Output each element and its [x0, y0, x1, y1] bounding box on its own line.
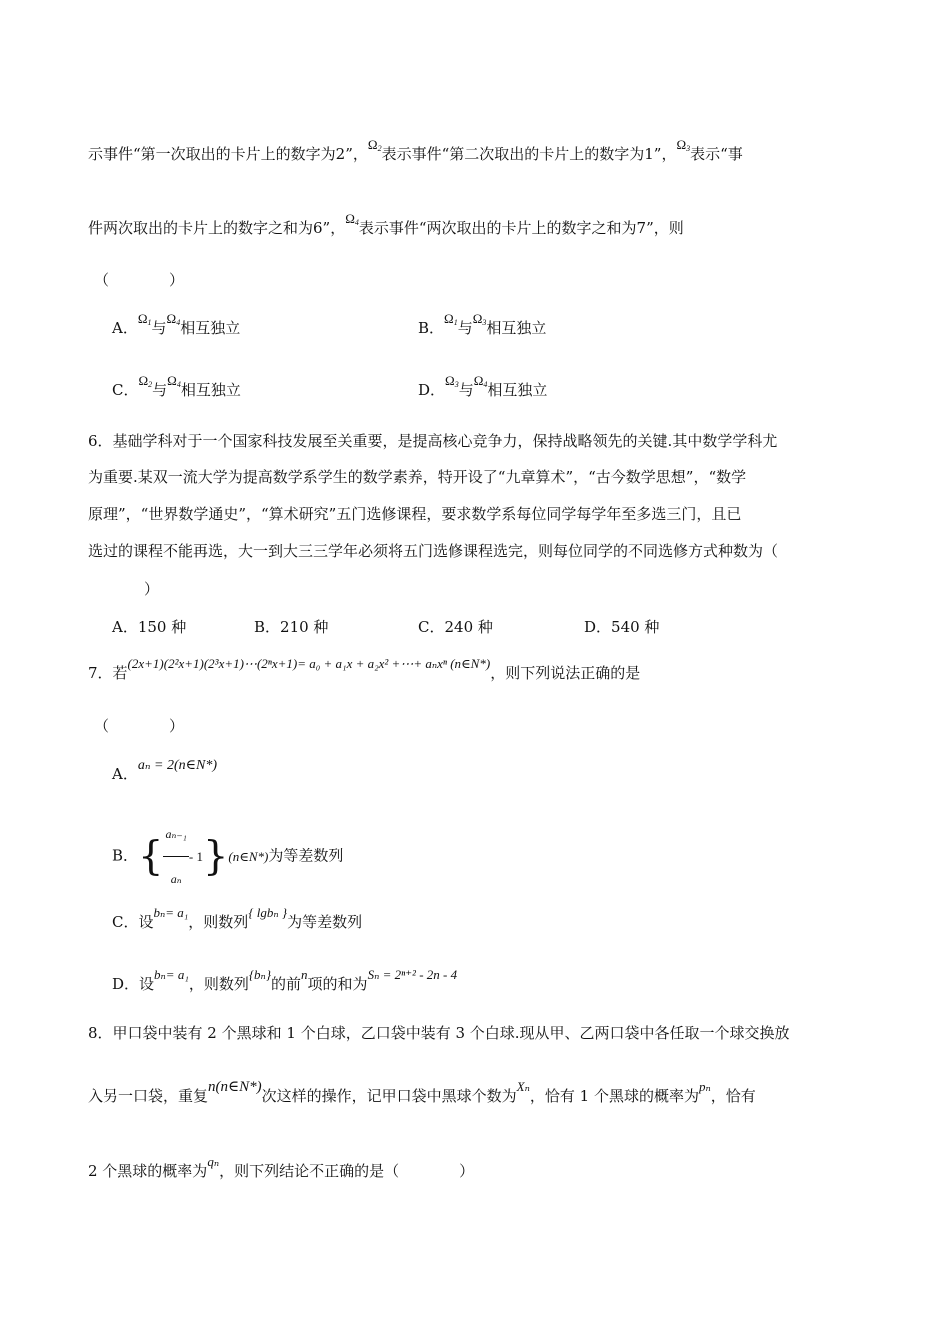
q5-option-d[interactable] [418, 373, 548, 405]
q5-line2 [88, 211, 684, 243]
conj: 与 [152, 381, 168, 399]
q7-option-a[interactable] [112, 758, 217, 786]
q6-option-d[interactable]: D．540 种 [584, 618, 660, 636]
q6-option-a[interactable]: A．150 种 [112, 618, 187, 636]
q5-answer-paren: （ ） [94, 271, 185, 289]
conj: 与 [457, 319, 473, 337]
q5-option-b[interactable] [418, 311, 547, 343]
q7-optD-def: bₙ= a₁ [154, 967, 189, 982]
q6-line1: 6．基础学科对于一个国家科技发展至关重要，是提高核心竞争力，保持战略领先的关键.其中数学学科尤 [88, 432, 778, 450]
option-label: D． [418, 381, 446, 399]
option-label: D．设 [112, 975, 155, 993]
qn-symbol: qₙ [207, 1154, 220, 1169]
omega2-symbol: $\Omega_2$ [367, 137, 382, 153]
option-text: 相互独立 [487, 381, 548, 399]
minus-one: - 1 [188, 848, 203, 864]
q8-text: ，则下列结论不正确的是（ ） [219, 1162, 475, 1180]
omega4-symbol: $\Omega_4$ [473, 373, 488, 389]
q7-formula: (2x+1)(2²x+1)(2³x+1)⋯(2ⁿx+1)= a₀ + a₁x + a₂x² +⋯+ aₙxⁿ (n∈N*) [127, 656, 491, 671]
q6-line2: 为重要.某双一流大学为提高数学系学生的数学素养，特开设了“九章算术”，“古今数学思想”，“数学 [88, 468, 747, 486]
conj: 与 [458, 381, 474, 399]
fraction [163, 812, 188, 901]
q6-line4: 选过的课程不能再选，大一到大三三学年必须将五门选修课程选完，则每位同学的不同选修方式种数为（ [88, 542, 779, 560]
option-text: 相互独立 [180, 319, 241, 337]
omega1-symbol: $\Omega_1$ [137, 311, 152, 327]
omega4-symbol: $\Omega_4$ [167, 373, 181, 389]
q6-line3: 原理”，“世界数学通史”，“算术研究”五门选修课程，要求数学系每位同学每学年至多选三门，且已 [88, 505, 742, 523]
option-text: 相互独立 [486, 319, 547, 337]
q8-n-formula: n(n∈N*) [208, 1079, 262, 1095]
q5-text: 表示“事 [690, 145, 743, 163]
option-text: ，则数列 [188, 975, 249, 993]
q7-optA-formula: aₙ = 2(n∈N*) [137, 758, 217, 773]
option-text: 为等差数列 [268, 846, 344, 865]
n-variable: n [301, 967, 308, 982]
option-label: A． [112, 319, 138, 337]
omega3-symbol: $\Omega_3$ [676, 137, 691, 153]
conj: 与 [151, 319, 167, 337]
q8-text: ，恰有 [710, 1087, 756, 1105]
q7-optD-seq: {bₙ} [248, 967, 272, 982]
q5-text: 表示事件“两次取出的卡片上的数字之和为7”，则 [358, 219, 684, 237]
left-brace: { [138, 833, 164, 880]
option-label: C．设 [112, 913, 154, 931]
q7-answer-paren: （ ） [94, 717, 185, 735]
option-label: A． [112, 765, 138, 783]
right-brace: } [202, 833, 229, 880]
q7-optC-def: bₙ= a₁ [153, 905, 189, 920]
q5-line1 [88, 137, 743, 169]
q8-text: 2 个黑球的概率为 [88, 1162, 208, 1180]
omega2-symbol: $\Omega_2$ [138, 373, 153, 389]
q8-text: 次这样的操作，记甲口袋中黑球个数为 [261, 1087, 517, 1105]
q7-stem [88, 656, 641, 684]
q5-text: 件两次取出的卡片上的数字之和为6”， [88, 219, 346, 237]
omega1-symbol: $\Omega_1$ [444, 311, 458, 327]
q7-option-c[interactable] [112, 905, 363, 933]
omega4-symbol: $\Omega_4$ [345, 211, 359, 227]
q8-line1: 8．甲口袋中装有 2 个黑球和 1 个白球，乙口袋中装有 3 个白球.现从甲、乙两口袋中各任取一个球交换放 [88, 1024, 790, 1042]
fraction-denominator: aₙ [170, 872, 182, 886]
option-label: B． [418, 319, 445, 337]
option-label: B． [112, 846, 139, 865]
q5-text: 表示事件“第二次取出的卡片上的数字为1”， [381, 145, 677, 163]
condition: (n∈N*) [228, 848, 269, 864]
q7-optC-seq: { lgbₙ } [248, 905, 288, 920]
option-text: 相互独立 [180, 381, 241, 399]
omega4-symbol: $\Omega_4$ [166, 311, 181, 327]
fraction-numerator: aₙ₋₁ [163, 812, 188, 857]
xn-symbol: Xₙ [516, 1079, 530, 1094]
q6-option-c[interactable]: C．240 种 [418, 618, 493, 636]
q7-prefix: 7．若 [88, 664, 128, 682]
pn-symbol: pₙ [698, 1079, 711, 1094]
option-text: 的前 [271, 975, 302, 993]
q8-text: 入另一口袋，重复 [88, 1087, 209, 1105]
q5-text: 示事件“第一次取出的卡片上的数字为2”， [88, 145, 368, 163]
option-label: C． [112, 381, 139, 399]
option-text: 项的和为 [307, 975, 368, 993]
q7-option-b[interactable] [112, 812, 343, 901]
q8-line3 [88, 1154, 475, 1182]
omega3-symbol: $\Omega_3$ [445, 373, 459, 389]
q6-option-b[interactable]: B．210 种 [254, 618, 329, 636]
q8-text: ，恰有 1 个黑球的概率为 [529, 1087, 699, 1105]
omega3-symbol: $\Omega_3$ [472, 311, 487, 327]
q7-optD-sum: Sₙ = 2ⁿ⁺² - 2n - 4 [367, 967, 458, 982]
q7-option-d[interactable] [112, 967, 458, 995]
option-text: 为等差数列 [287, 913, 363, 931]
q8-line2 [88, 1079, 756, 1107]
q7-suffix: ，则下列说法正确的是 [490, 664, 641, 682]
q6-line5: ） [144, 580, 160, 598]
option-text: ，则数列 [188, 913, 249, 931]
q5-option-c[interactable] [112, 373, 241, 405]
q5-option-a[interactable] [112, 311, 241, 343]
